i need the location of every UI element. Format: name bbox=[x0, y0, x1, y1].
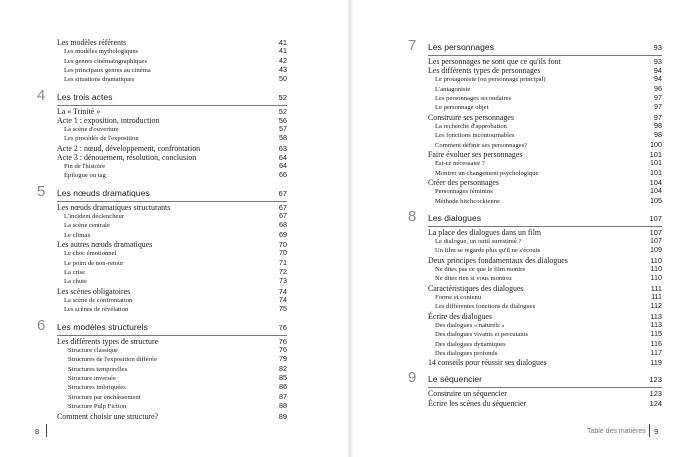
entry-label: Des dialogues profonds bbox=[435, 349, 498, 357]
chapter-block bbox=[408, 207, 662, 368]
entry-label: Deux principes fondamentaux des dialogues bbox=[428, 255, 568, 265]
entry-page-number: 123 bbox=[649, 389, 662, 399]
entry-page-number: 100 bbox=[650, 139, 662, 149]
toc-section-entry[interactable] bbox=[57, 38, 287, 47]
entry-label: Acte 2 : nœud, développement, confrontation bbox=[57, 143, 201, 153]
toc-subsection-entry[interactable] bbox=[428, 85, 662, 94]
toc-section-entry[interactable] bbox=[57, 107, 287, 116]
entry-label: Les personnages ne sont que ce qu'ils font bbox=[428, 57, 561, 66]
entry-page-number: 82 bbox=[279, 363, 287, 373]
entry-label: Acte 1 : exposition, introduction bbox=[57, 115, 160, 125]
entry-page-number: 41 bbox=[278, 38, 287, 47]
entry-page-number: 76 bbox=[279, 344, 287, 354]
toc-subsection-entry[interactable] bbox=[57, 66, 287, 75]
entry-page-number: 75 bbox=[279, 304, 287, 314]
toc-subsection-entry[interactable] bbox=[428, 265, 662, 274]
entry-label: Le personnage objet bbox=[435, 104, 489, 112]
entry-page-number: 107 bbox=[650, 236, 662, 246]
entry-label: Le point de non-retour bbox=[64, 259, 124, 267]
toc-subsection-entry[interactable] bbox=[428, 197, 662, 206]
entry-page-number: 79 bbox=[279, 354, 287, 364]
toc-subsection-entry[interactable] bbox=[57, 374, 287, 383]
toc-section-entry[interactable] bbox=[57, 153, 287, 162]
toc-subsection-entry[interactable] bbox=[428, 330, 662, 339]
entry-label: Écrire des dialogues bbox=[428, 311, 492, 321]
entry-page-number: 111 bbox=[650, 283, 662, 293]
entry-page-number: 101 bbox=[650, 158, 662, 168]
toc-subsection-entry[interactable] bbox=[57, 393, 287, 402]
toc-subsection-entry[interactable] bbox=[428, 246, 662, 255]
entry-page-number: 70 bbox=[278, 240, 287, 250]
chapter-title-row[interactable] bbox=[428, 373, 662, 386]
folio-divider bbox=[649, 424, 650, 437]
entry-page-number: 101 bbox=[649, 150, 662, 160]
chapter-number: 7 bbox=[408, 37, 417, 54]
entry-page-number: 110 bbox=[650, 263, 662, 273]
entry-page-number: 72 bbox=[279, 266, 287, 276]
entry-page-number: 101 bbox=[650, 167, 662, 177]
entry-label: La crise bbox=[64, 268, 86, 276]
entry-page-number: 71 bbox=[279, 257, 287, 267]
chapter-block bbox=[57, 38, 287, 85]
toc-subsection-entry[interactable] bbox=[428, 103, 662, 112]
entry-label: Méthode hitchcockienne bbox=[435, 197, 500, 205]
right-page bbox=[353, 0, 700, 457]
toc-subsection-entry[interactable] bbox=[428, 94, 662, 103]
chapter-title: Les modèles structurels bbox=[57, 321, 148, 332]
entry-label: 14 conseils pour réussir ses dialogues bbox=[428, 358, 547, 368]
chapter-block bbox=[37, 316, 287, 421]
entry-label: Les différentes fonctions de dialogues bbox=[435, 303, 536, 311]
entry-page-number: 85 bbox=[279, 372, 287, 382]
toc-section-entry[interactable] bbox=[428, 399, 662, 408]
entry-label: Montrer un changement psychologique bbox=[435, 169, 539, 177]
chapter-page-number: 123 bbox=[649, 375, 662, 385]
entry-page-number: 89 bbox=[278, 411, 287, 421]
chapter-block bbox=[408, 369, 662, 408]
chapter-page-number: 52 bbox=[278, 92, 287, 102]
toc-subsection-entry[interactable] bbox=[57, 162, 287, 171]
chapter-title: Le séquencier bbox=[428, 374, 482, 385]
entry-page-number: 56 bbox=[278, 115, 287, 125]
entry-page-number: 107 bbox=[649, 227, 662, 237]
chapter-number: 8 bbox=[408, 207, 417, 225]
running-title: Table des matières bbox=[587, 428, 646, 435]
toc-subsection-entry[interactable] bbox=[428, 237, 662, 246]
left-table-of-contents bbox=[37, 38, 287, 421]
chapter-title: Les personnages bbox=[428, 42, 494, 52]
chapter-rule bbox=[428, 226, 662, 227]
entry-page-number: 64 bbox=[279, 160, 287, 170]
entry-label: La place des dialogues dans un film bbox=[428, 227, 542, 237]
chapter-block bbox=[37, 86, 287, 181]
entry-label: La chute bbox=[64, 278, 87, 286]
entry-page-number: 67 bbox=[278, 202, 287, 212]
entry-page-number: 117 bbox=[650, 347, 662, 357]
entry-page-number: 112 bbox=[650, 301, 662, 311]
entry-page-number: 96 bbox=[654, 83, 662, 93]
entry-page-number: 57 bbox=[279, 123, 287, 133]
toc-subsection-entry[interactable] bbox=[428, 141, 662, 150]
page-number: 8 bbox=[35, 427, 40, 436]
entry-label: L'antagoniste bbox=[435, 85, 471, 93]
chapter-page-number: 67 bbox=[278, 188, 287, 198]
entry-page-number: 119 bbox=[650, 358, 662, 368]
entry-page-number: 74 bbox=[278, 286, 287, 296]
chapter-title: Les dialogues bbox=[428, 212, 482, 223]
toc-section-entry[interactable] bbox=[428, 66, 662, 75]
entry-page-number: 43 bbox=[279, 64, 287, 74]
entry-page-number: 64 bbox=[278, 152, 287, 162]
toc-section-entry[interactable] bbox=[428, 178, 662, 187]
entry-page-number: 70 bbox=[279, 248, 287, 258]
toc-subsection-entry[interactable] bbox=[57, 47, 287, 56]
entry-page-number: 113 bbox=[650, 311, 662, 321]
toc-subsection-entry[interactable] bbox=[57, 134, 287, 143]
toc-subsection-entry[interactable] bbox=[57, 259, 287, 268]
entry-label: La recherche d'approbation bbox=[435, 122, 507, 130]
toc-subsection-entry[interactable] bbox=[428, 340, 662, 349]
entry-label: Est-ce nécessaire ? bbox=[435, 160, 485, 168]
toc-subsection-entry[interactable] bbox=[57, 365, 287, 374]
entry-label: Épilogue ou tag bbox=[64, 172, 106, 180]
entry-label: Le dialogue, un outil surestimé ? bbox=[435, 238, 522, 246]
toc-subsection-entry[interactable] bbox=[57, 212, 287, 221]
entry-label: Les différents types de structure bbox=[57, 336, 159, 346]
entry-page-number: 69 bbox=[279, 229, 287, 239]
toc-subsection-entry[interactable] bbox=[428, 122, 662, 131]
toc-section-entry[interactable] bbox=[428, 150, 662, 159]
entry-page-number: 93 bbox=[653, 57, 662, 66]
toc-section-entry[interactable] bbox=[428, 284, 662, 293]
toc-section-entry[interactable] bbox=[57, 287, 287, 296]
toc-section-entry[interactable] bbox=[57, 203, 287, 212]
entry-page-number: 116 bbox=[650, 338, 662, 348]
toc-subsection-entry[interactable] bbox=[428, 159, 662, 168]
entry-label: Structure Pulp Fiction bbox=[68, 403, 127, 411]
entry-label: Forme et contenu bbox=[435, 293, 482, 301]
chapter-rule bbox=[57, 105, 287, 106]
entry-label: Les situations dramatiques bbox=[64, 76, 135, 84]
entry-label: La scène d'ouverture bbox=[64, 125, 119, 133]
toc-subsection-entry[interactable] bbox=[428, 349, 662, 358]
entry-label: Les principaux genres au cinéma bbox=[64, 66, 151, 74]
entry-label: Acte 3 : dénouement, résolution, conclusion bbox=[57, 152, 197, 162]
entry-label: Ne dites rien si vous montrez bbox=[435, 275, 513, 283]
entry-label: Caractéristiques des dialogues bbox=[428, 283, 524, 293]
entry-page-number: 67 bbox=[279, 210, 287, 220]
toc-section-entry[interactable] bbox=[57, 144, 287, 153]
entry-label: Les autres nœuds dramatiques bbox=[57, 240, 153, 250]
folio-divider bbox=[46, 424, 47, 437]
entry-label: Les modèles référents bbox=[57, 38, 127, 47]
toc-subsection-entry[interactable] bbox=[428, 321, 662, 330]
chapter-number: 9 bbox=[408, 369, 417, 387]
toc-subsection-entry[interactable] bbox=[57, 402, 287, 411]
toc-subsection-entry[interactable] bbox=[428, 75, 662, 84]
entry-label: Fin de l'histoire bbox=[64, 162, 106, 170]
chapter-page-number: 93 bbox=[653, 43, 662, 52]
entry-page-number: 110 bbox=[650, 273, 662, 283]
entry-label: Les scènes de révélation bbox=[64, 306, 129, 314]
entry-label: Structure inversée bbox=[68, 374, 116, 382]
entry-label: Comment choisir une structure? bbox=[57, 411, 159, 421]
chapter-rule bbox=[57, 201, 287, 202]
entry-page-number: 66 bbox=[279, 170, 287, 180]
entry-page-number: 104 bbox=[649, 178, 662, 188]
entry-label: Le choc émotionnel bbox=[64, 250, 117, 258]
chapter-title: Les trois actes bbox=[57, 91, 113, 102]
toc-section-entry[interactable] bbox=[428, 256, 662, 265]
chapter-title-row[interactable] bbox=[57, 187, 287, 200]
entry-label: Les modèles mythologiques bbox=[64, 48, 138, 56]
entry-page-number: 111 bbox=[651, 291, 662, 301]
chapter-number: 4 bbox=[37, 86, 46, 104]
entry-label: Construire un séquencier bbox=[428, 389, 507, 399]
entry-page-number: 104 bbox=[650, 186, 662, 196]
chapter-title-row[interactable] bbox=[57, 91, 287, 104]
toc-subsection-entry[interactable] bbox=[57, 75, 287, 84]
entry-page-number: 124 bbox=[649, 398, 662, 408]
entry-page-number: 58 bbox=[279, 133, 287, 143]
entry-page-number: 110 bbox=[650, 255, 662, 265]
toc-subsection-entry[interactable] bbox=[428, 293, 662, 302]
chapter-title-row[interactable] bbox=[57, 321, 287, 334]
entry-label: Personnages féminins bbox=[435, 188, 493, 196]
entry-page-number: 105 bbox=[650, 195, 662, 205]
right-table-of-contents bbox=[408, 37, 662, 408]
entry-label: Les différents types de personnages bbox=[428, 66, 541, 76]
toc-subsection-entry[interactable] bbox=[428, 169, 662, 178]
chapter-rule bbox=[428, 387, 662, 388]
entry-label: Les genres cinématographiques bbox=[64, 57, 148, 65]
toc-subsection-entry[interactable] bbox=[57, 277, 287, 286]
entry-label: Les nœuds dramatiques structurants bbox=[57, 202, 171, 212]
chapter-number: 5 bbox=[37, 182, 46, 200]
entry-label: La scène centrale bbox=[64, 222, 110, 230]
entry-label: Ne dites pas ce que le film montre bbox=[435, 265, 526, 273]
entry-label: L'incident déclencheur bbox=[64, 212, 124, 220]
entry-label: Structures temporelles bbox=[68, 365, 128, 373]
entry-page-number: 73 bbox=[279, 276, 287, 286]
entry-label: Les personnages secondaires bbox=[435, 95, 512, 102]
toc-subsection-entry[interactable] bbox=[57, 268, 287, 277]
toc-subsection-entry[interactable] bbox=[57, 125, 287, 134]
chapter-rule bbox=[428, 55, 662, 56]
entry-label: La « Trinité » bbox=[57, 106, 101, 116]
toc-subsection-entry[interactable] bbox=[57, 171, 287, 180]
entry-page-number: 115 bbox=[650, 329, 662, 339]
chapter-title-row[interactable] bbox=[428, 41, 662, 54]
toc-section-entry[interactable] bbox=[428, 312, 662, 321]
entry-label: Créer des personnages bbox=[428, 178, 499, 188]
entry-label: La scène de confrontation bbox=[64, 296, 133, 304]
entry-page-number: 68 bbox=[279, 220, 287, 230]
toc-subsection-entry[interactable] bbox=[57, 346, 287, 355]
entry-label: Structure par enchâssement bbox=[68, 393, 141, 401]
toc-subsection-entry[interactable] bbox=[57, 249, 287, 258]
entry-label: Les procédés de l'exposition bbox=[64, 135, 139, 143]
chapter-block bbox=[37, 182, 287, 315]
toc-subsection-entry[interactable] bbox=[57, 57, 287, 66]
entry-label: Écrire les scènes du séquencier bbox=[428, 398, 527, 408]
entry-page-number: 88 bbox=[279, 401, 287, 411]
entry-page-number: 113 bbox=[650, 319, 662, 329]
entry-page-number: 97 bbox=[653, 112, 662, 122]
toc-section-entry[interactable] bbox=[428, 113, 662, 122]
toc-subsection-entry[interactable] bbox=[428, 274, 662, 283]
entry-page-number: 63 bbox=[278, 143, 287, 153]
toc-subsection-entry[interactable] bbox=[57, 305, 287, 314]
entry-page-number: 109 bbox=[650, 245, 662, 255]
toc-subsection-entry[interactable] bbox=[57, 296, 287, 305]
entry-page-number: 86 bbox=[279, 382, 287, 392]
toc-subsection-entry[interactable] bbox=[57, 231, 287, 240]
entry-label: Des dialogues « naturels » bbox=[435, 321, 505, 329]
entry-label: Le climax bbox=[64, 231, 91, 239]
toc-section-entry[interactable] bbox=[428, 57, 662, 66]
entry-label: Comment définir ses personnages? bbox=[435, 141, 528, 149]
entry-label: Des dialogues vivants et percutants bbox=[435, 331, 529, 339]
entry-label: Des dialogues dynamiques bbox=[435, 340, 506, 348]
toc-section-entry[interactable] bbox=[428, 358, 662, 367]
chapter-page-number: 107 bbox=[649, 213, 662, 223]
entry-page-number: 52 bbox=[278, 106, 287, 116]
entry-page-number: 98 bbox=[654, 130, 662, 140]
entry-label: Construire ses personnages bbox=[428, 112, 514, 122]
toc-subsection-entry[interactable] bbox=[428, 187, 662, 196]
toc-section-entry[interactable] bbox=[57, 116, 287, 125]
entry-page-number: 41 bbox=[279, 46, 287, 56]
toc-section-entry[interactable] bbox=[57, 412, 287, 421]
toc-section-entry[interactable] bbox=[57, 337, 287, 346]
toc-section-entry[interactable] bbox=[428, 389, 662, 398]
entry-page-number: 94 bbox=[654, 74, 662, 84]
entry-label: Structures de l'exposition différée bbox=[68, 356, 157, 364]
entry-label: Faire évoluer ses personnages bbox=[428, 150, 523, 160]
chapter-block bbox=[408, 37, 662, 206]
entry-page-number: 98 bbox=[654, 120, 662, 130]
entry-page-number: 97 bbox=[654, 102, 662, 112]
entry-label: Structure classique bbox=[68, 346, 118, 354]
entry-label: Un film se regarde plus qu'il ne s'écoute bbox=[435, 247, 541, 255]
toc-subsection-entry[interactable] bbox=[57, 383, 287, 392]
toc-subsection-entry[interactable] bbox=[428, 131, 662, 140]
entry-page-number: 87 bbox=[279, 391, 287, 401]
page-number: 9 bbox=[654, 427, 659, 436]
entry-label: Les fonctions incontournables bbox=[435, 132, 515, 140]
left-page bbox=[0, 0, 347, 457]
chapter-title: Les nœuds dramatiques bbox=[57, 187, 150, 198]
toc-subsection-entry[interactable] bbox=[428, 302, 662, 311]
entry-page-number: 97 bbox=[654, 93, 662, 102]
chapter-page-number: 76 bbox=[278, 322, 287, 332]
chapter-rule bbox=[57, 335, 287, 336]
toc-subsection-entry[interactable] bbox=[57, 355, 287, 364]
toc-subsection-entry[interactable] bbox=[57, 221, 287, 230]
entry-label: Le protagoniste (ou personnage principal) bbox=[435, 76, 546, 84]
entry-page-number: 42 bbox=[279, 55, 287, 65]
entry-page-number: 50 bbox=[279, 74, 287, 84]
chapter-title-row[interactable] bbox=[428, 212, 662, 225]
entry-label: Les scènes obligatoires bbox=[57, 286, 131, 296]
toc-section-entry[interactable] bbox=[428, 228, 662, 237]
entry-label: Structures imbriquées bbox=[68, 384, 126, 392]
entry-page-number: 74 bbox=[279, 294, 287, 304]
entry-page-number: 76 bbox=[278, 336, 287, 346]
chapter-number: 6 bbox=[37, 316, 46, 334]
toc-section-entry[interactable] bbox=[57, 240, 287, 249]
entry-page-number: 94 bbox=[653, 66, 662, 76]
